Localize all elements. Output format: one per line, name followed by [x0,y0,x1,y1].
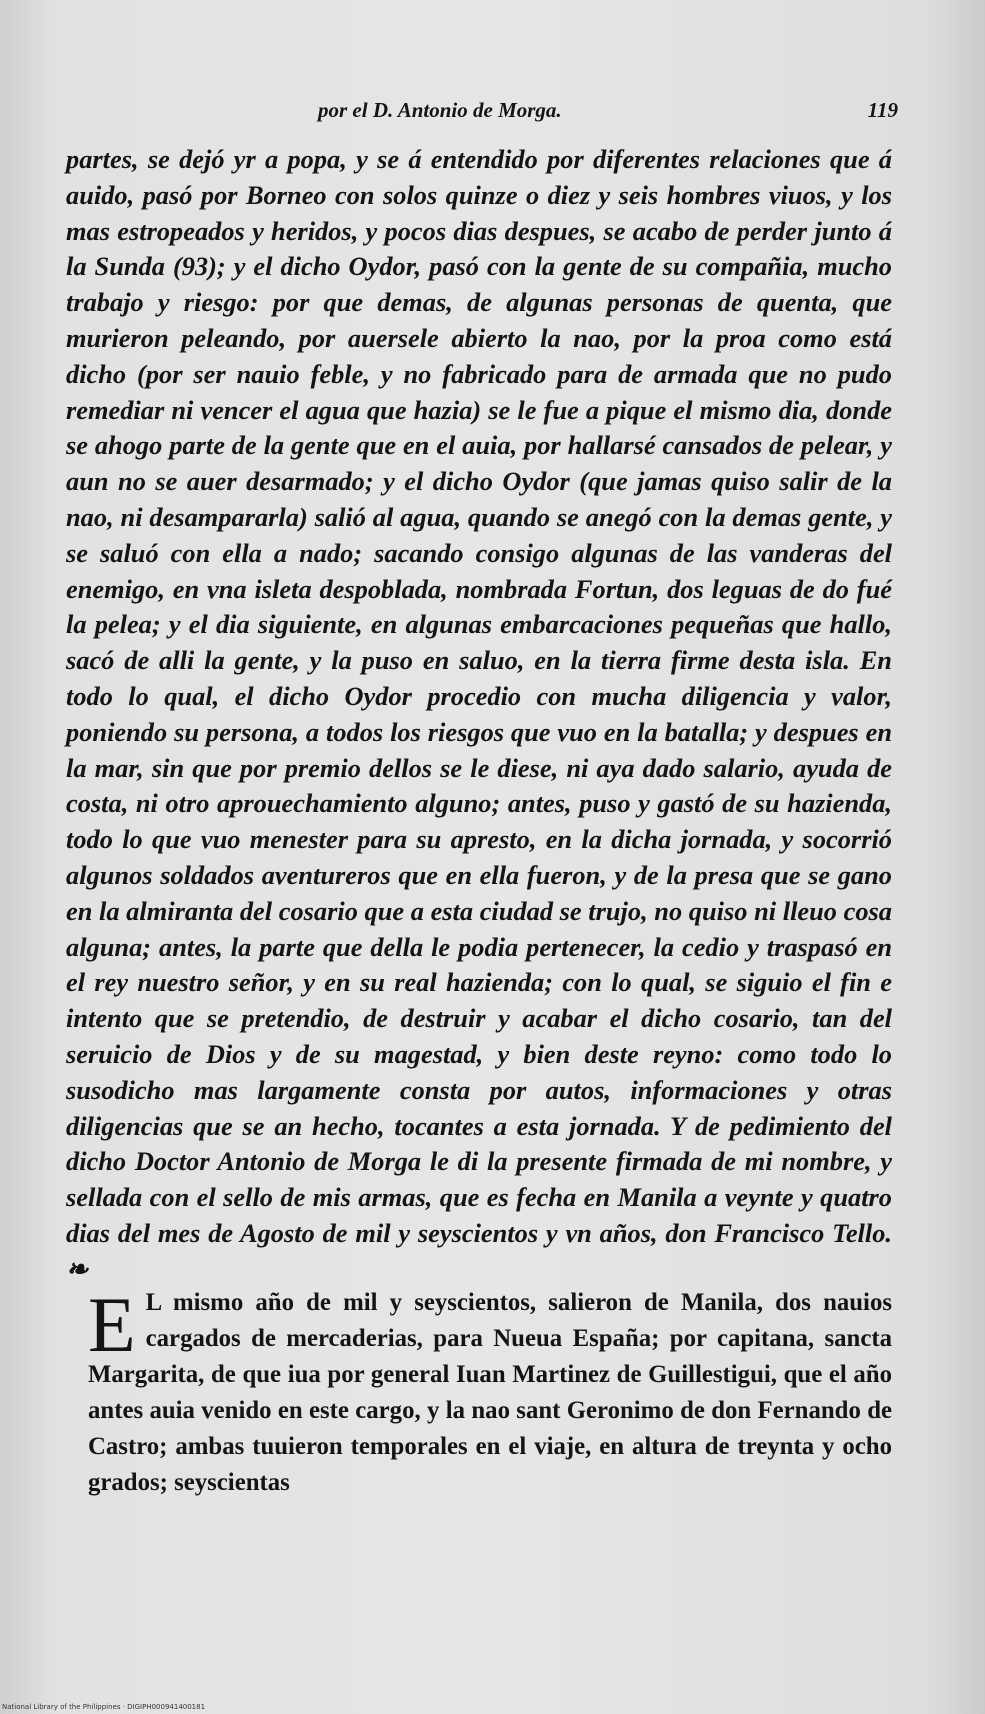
drop-cap-initial: E [88,1281,136,1368]
italic-passage-text: partes, se dejó yr a popa, y se á entendido por diferentes relaciones que á auido, pasó por Borneo con solos quinze o diez y seis hombres viuos, y los mas estropeados y heridos, y pocos dias despues, se acabo de perder junto á la Sunda (93); y el dicho Oydor, pasó con la gente de su compañia, mucho trabajo y riesgo: por que demas, de algunas personas de quenta, que murieron peleando, por auersele abierto la nao, por la proa como está dicho (por ser nauio feble, y no fabricado para de armada que no pudo remediar ni vencer el agua que hazia) se le fue a pique el mismo dia, donde se ahogo parte de la gente que en el auia, por hallarsé cansados de pelear, y aun no se auer desarmado; y el dicho Oydor (que jamas quiso salir de la nao, ni desampararla) salió al agua, quando se anegó con la demas gente, y se saluó con ella a nado; sacando consigo algunas de las vanderas del enemigo, en vna isleta despoblada, nombrada Fortun, dos leguas de do fué la pelea; y el dia siguiente, en algunas embarcaciones pequeñas que hallo, sacó de alli la gente, y la puso en saluo, en la tierra firme desta isla. En todo lo qual, el dicho Oydor procedio con mucha diligencia y valor, poniendo su persona, a todos los riesgos que vuo en la batalla; y despues en la mar, sin que por premio dellos se le diese, ni aya dado salario, ayuda de costa, ni otro aprouechamiento alguno; antes, puso y gastó de su hazienda, todo lo que vuo menester para su apresto, en la dicha jornada, y socorrió algunos soldados aventureros que en ella fueron, y de la presa que se gano en la almiranta del cosario que a esta ciudad se trujo, no quiso ni lleuo cosa alguna; antes, la parte que della le podia pertenecer, la cedio y traspasó en el rey nuestro señor, y en su real hazienda; con lo qual, se siguio el fin e intento que se pretendio, de destruir y acabar el dicho cosario, tan del seruicio de Dios y de su magestad, y bien deste reyno: como todo lo susodicho mas largamente consta por autos, informaciones y otras diligencias que se an hecho, tocantes a esta jornada. Y de pedimiento del dicho Doctor Antonio de Morga le di la presente firmada de mi nombre, y sellada con el sello de mis armas, que es fecha en Manila a veynte y quatro dias del mes de Agosto de mil y seyscientos y vn años, don Francisco Tello. [66,144,892,1248]
roman-paragraph-text: L mismo año de mil y seyscientos, salieron de Manila, dos nauios cargados de mercaderias, para Nueua España; por capitana, sancta Margarita, de que iua por general Iuan Martinez de Guillestigui, que el año antes auia venido en este cargo, y la nao sant Geronimo de don Fernando de Castro; ambas tuuieron temporales en el viaje, en altura de treynta y ocho grados; seyscientas [88,1289,892,1496]
scan-credit: National Library of the Philippines · DIGIPH000941400181 [2,1703,206,1711]
running-title: por el D. Antonio de Morga. [318,98,562,122]
end-ornament: ❧ [66,1253,89,1284]
page-number: 119 [867,98,898,122]
roman-paragraph [88,1281,892,1501]
running-header [318,94,898,128]
italic-passage [66,142,892,1288]
